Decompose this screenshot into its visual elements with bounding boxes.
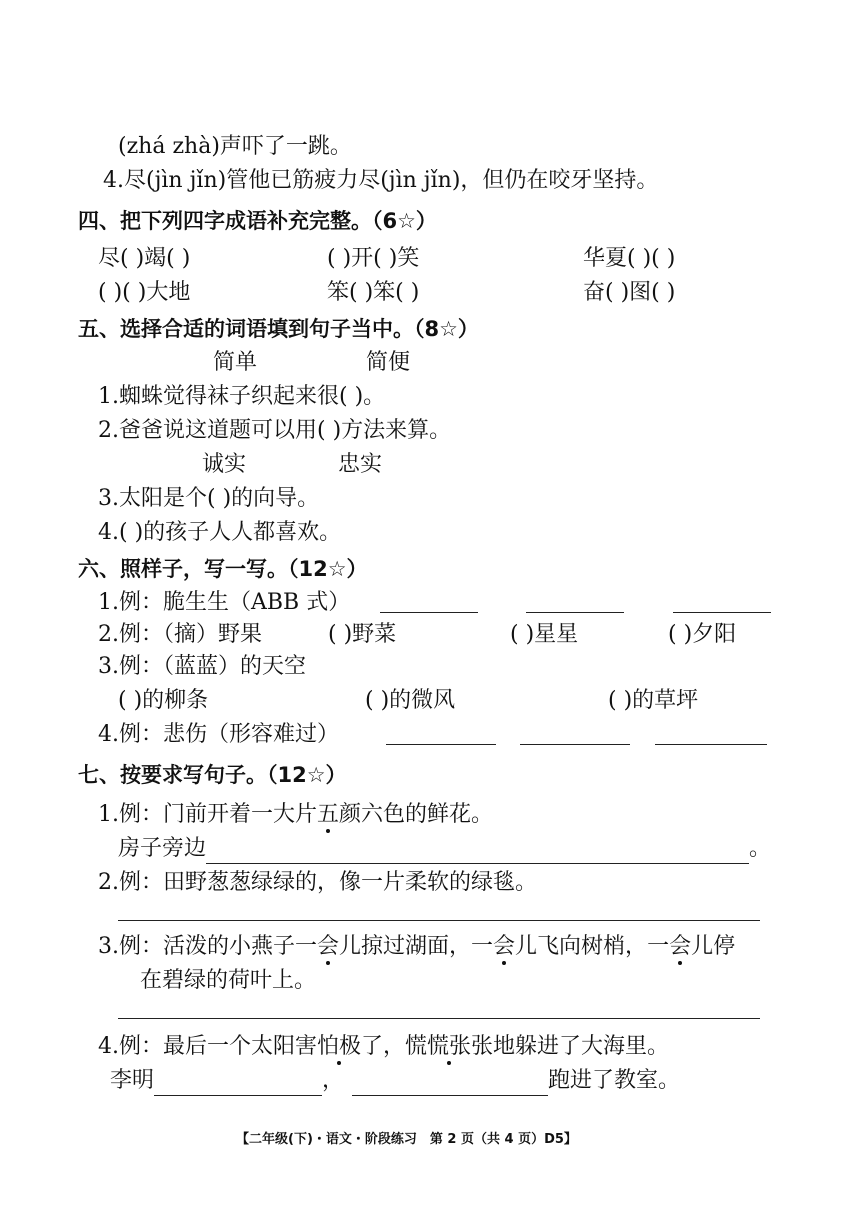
- idiom-3: 华夏( )( ): [583, 246, 676, 271]
- text: 1.例：门前开着: [98, 802, 251, 827]
- section-5-heading: 五、选择合适的词语填到句子当中。（8☆）: [78, 317, 479, 341]
- fill-item: ( )的微风: [365, 688, 456, 713]
- section-7-heading: 七、按要求写句子。（12☆）: [78, 763, 347, 787]
- fill-item: ( )星星: [510, 622, 579, 647]
- word-option: 简便: [366, 350, 411, 375]
- text: ，: [322, 1068, 345, 1093]
- section-4-heading: 四、把下列四字成语补充完整。（6☆）: [78, 209, 437, 233]
- answer-line[interactable]: [118, 920, 760, 921]
- dotted-phrase: 一会儿: [471, 934, 538, 959]
- answer-line[interactable]: [352, 1073, 548, 1096]
- question-6-3: 3.例：（蓝蓝）的天空: [98, 654, 306, 679]
- dotted-phrase: 害怕极了: [295, 1034, 384, 1059]
- idiom-4: ( )( )大地: [98, 280, 191, 305]
- answer-line[interactable]: [386, 744, 496, 745]
- text: 4.例：最后一个太阳: [98, 1034, 295, 1059]
- question-7-3: [98, 932, 735, 962]
- text: 停: [713, 934, 736, 959]
- text: 地躲进了大海里。: [493, 1034, 670, 1059]
- answer-line[interactable]: [673, 612, 771, 613]
- answer-line[interactable]: [655, 744, 767, 745]
- idiom-5: 笨( )笨( ): [327, 280, 420, 305]
- question-7-1-answer: [118, 834, 771, 864]
- text: ，: [383, 1034, 406, 1059]
- question-5-3: 3.太阳是个( )的向导。: [98, 486, 320, 511]
- dotted-phrase: 一会儿: [295, 934, 362, 959]
- word-option: 诚实: [202, 452, 247, 477]
- answer-line[interactable]: [206, 841, 749, 864]
- dotted-phrase: 一会儿: [647, 934, 714, 959]
- fill-item: ( )野菜: [328, 622, 397, 647]
- page-footer: 【二年级(下)・语文・阶段练习 第 2 页（共 4 页）D5】: [236, 1132, 577, 1147]
- text: 3.例：活泼的小燕子: [98, 934, 295, 959]
- word-option: 忠实: [338, 452, 383, 477]
- word-option: 简单: [213, 350, 258, 375]
- answer-line[interactable]: [154, 1073, 322, 1096]
- dotted-phrase: 慌慌张张: [405, 1034, 494, 1059]
- section-6-heading: 六、照样子，写一写。（12☆）: [78, 557, 368, 581]
- prev-line-1: (zhá zhà)声吓了一跳。: [118, 134, 352, 159]
- text: 的鲜花。: [405, 802, 494, 827]
- fill-item: ( )夕阳: [668, 622, 737, 647]
- question-7-4-answer: [110, 1066, 680, 1096]
- question-5-2: 2.爸爸说这道题可以用( )方法来算。: [98, 418, 452, 443]
- question-7-3-line2: 在碧绿的荷叶上。: [140, 968, 317, 993]
- answer-line[interactable]: [380, 612, 478, 613]
- text: 跑进了教室。: [548, 1068, 681, 1093]
- question-7-2: 2.例：田野葱葱绿绿的，像一片柔软的绿毯。: [98, 870, 537, 895]
- answer-line[interactable]: [520, 744, 630, 745]
- question-7-1: [98, 800, 493, 830]
- question-6-2: 2.例：（摘）野果: [98, 622, 262, 647]
- answer-line[interactable]: [526, 612, 624, 613]
- text: 飞向树梢，: [537, 934, 648, 959]
- question-5-4: 4.( )的孩子人人都喜欢。: [98, 520, 342, 545]
- idiom-2: ( )开( )笑: [327, 246, 420, 271]
- question-5-1: 1.蜘蛛觉得袜子织起来很( )。: [98, 384, 386, 409]
- question-7-4: [98, 1032, 669, 1062]
- prev-line-2: 4.尽(jìn jǐn)管他已筋疲力尽(jìn jǐn)，但仍在咬牙坚持。: [103, 168, 659, 193]
- answer-line[interactable]: [118, 1018, 760, 1019]
- idiom-6: 奋( )图( ): [583, 280, 676, 305]
- idiom-1: 尽( )竭( ): [98, 246, 191, 271]
- question-6-1: 1.例：脆生生（ABB 式）: [98, 590, 351, 615]
- text: 。: [749, 836, 772, 861]
- text: 李明: [110, 1068, 155, 1093]
- fill-item: ( )的柳条: [118, 688, 209, 713]
- fill-item: ( )的草坪: [608, 688, 699, 713]
- text: 房子旁边: [118, 836, 207, 861]
- question-6-4: 4.例：悲伤（形容难过）: [98, 722, 339, 747]
- dotted-phrase: 一大片五颜六色: [251, 802, 406, 827]
- text: 掠过湖面，: [361, 934, 472, 959]
